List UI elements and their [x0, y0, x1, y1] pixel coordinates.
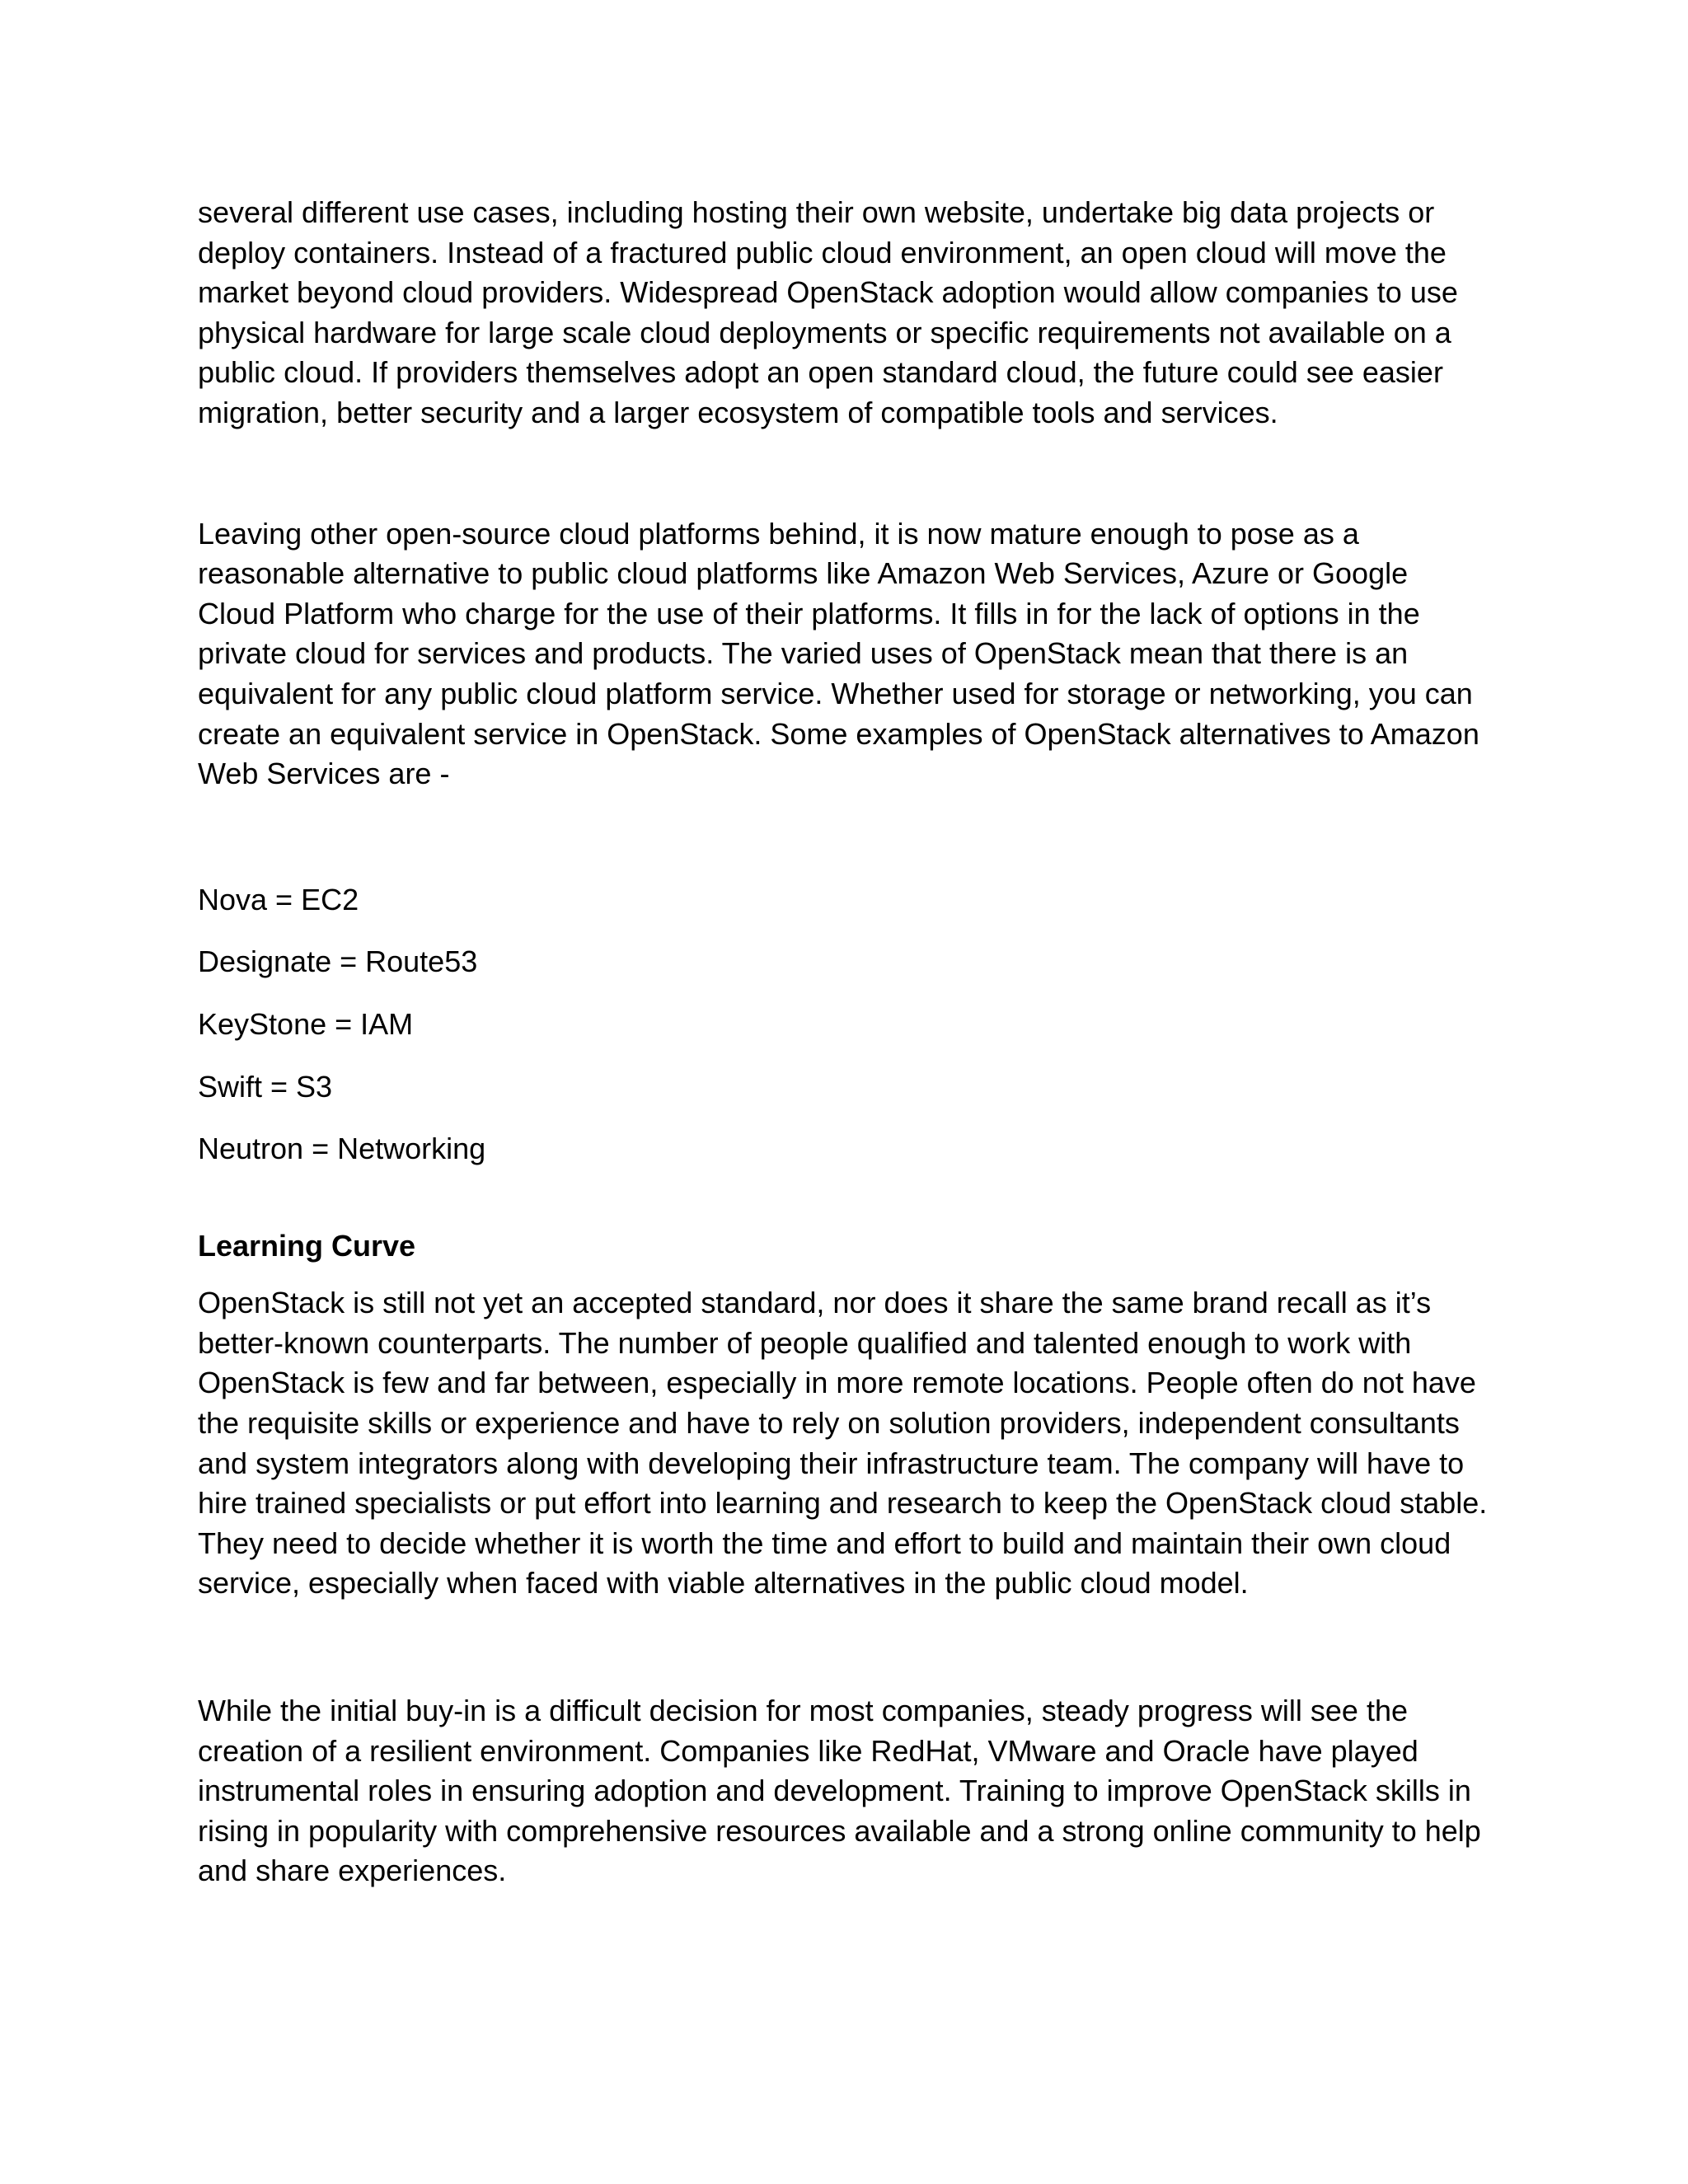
- list-item: KeyStone = IAM: [198, 1006, 414, 1041]
- document-body: [198, 193, 1492, 1891]
- paragraph-openstack-alternative: Leaving other open-source cloud platforms behind, it is now mature enough to pose as a reasonable alternative to public cloud platforms like Amazon Web Services, Azure or Google Cloud Platform who charge for the use of their platforms. It fills in for the lack of options in the private cloud for services and products. The varied uses of OpenStack mean that there is an equivalent for any public cloud platform service. Whether used for storage or networking, you can create an equivalent service in OpenStack. Some examples of OpenStack alternatives to Amazon Web Services are -: [198, 516, 1479, 791]
- paragraph-initial-buy-in: While the initial buy-in is a difficult decision for most companies, steady progress will see the creation of a resilient environment. Companies like RedHat, VMware and Oracle have played instrumental roles in ensuring adoption and development. Training to improve OpenStack skills in rising in popularity with comprehensive resources available and a strong online community to help and share experiences.: [198, 1694, 1481, 1888]
- list-item: Designate = Route53: [198, 944, 478, 979]
- paragraph-open-cloud: several different use cases, including hosting their own website, undertake big data projects or deploy containers. Instead of a fractured public cloud environment, an open cloud will move the market beyond cloud providers. Widespread OpenStack adoption would allow companies to use physical hardware for large scale cloud deployments or specific requirements not available on a public cloud. If providers themselves adopt an open standard cloud, the future could see easier migration, better security and a larger ecosystem of compatible tools and services.: [198, 195, 1458, 429]
- list-item: Nova = EC2: [198, 882, 359, 916]
- service-equivalents-list: [198, 880, 1492, 1169]
- paragraph-learning-curve: OpenStack is still not yet an accepted standard, nor does it share the same brand recall as it’s better-known counterparts. The number of people qualified and talented enough to work with OpenStack is few and far between, especially in more remote locations. People often do not have the requisite skills or experience and have to rely on solution providers, independent consultants and system integrators along with developing their infrastructure team. The company will have to hire trained specialists or put effort into learning and research to keep the OpenStack cloud stable. They need to decide whether it is worth the time and effort to build and maintain their own cloud service, especially when faced with viable alternatives in the public cloud model.: [198, 1286, 1488, 1601]
- list-item: Swift = S3: [198, 1069, 333, 1104]
- section-heading-learning-curve: Learning Curve: [198, 1228, 416, 1263]
- list-item: Neutron = Networking: [198, 1132, 486, 1166]
